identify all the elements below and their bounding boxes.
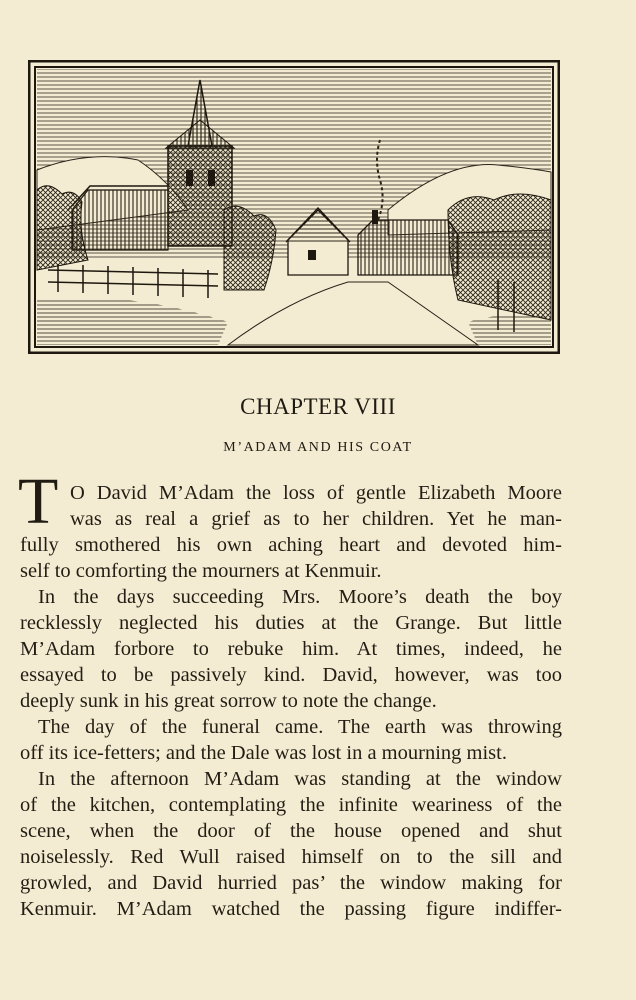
text-line: The day of the funeral came. The earth was throwing xyxy=(38,716,562,738)
text-line: off its ice-fetters; and the Dale was lost in a mourning mist. xyxy=(20,742,507,764)
text-line: noiselessly. Red Wull raised himself on to the sill and xyxy=(20,846,562,868)
text-line: In the days succeeding Mrs. Moore’s death the boy xyxy=(38,586,562,608)
text-line: essayed to be passively kind. David, however, was too xyxy=(20,664,562,686)
text-line: scene, when the door of the house opened and shut xyxy=(20,820,562,842)
text-line: growled, and David hurried pas’ the window making for xyxy=(20,872,562,894)
text-line: was as real a grief as to her children. Yet he man- xyxy=(70,508,562,530)
drop-cap-letter: T xyxy=(18,465,59,538)
chapter-heading: CHAPTER VIII xyxy=(240,394,396,419)
text-line: deeply sunk in his great sorrow to note the change. xyxy=(20,690,437,712)
text-line: fully smothered his own aching heart and devoted him- xyxy=(20,534,562,556)
village-church-woodcut-illustration xyxy=(28,60,560,354)
text-line: Kenmuir. M’Adam watched the passing figure indiffer- xyxy=(20,898,562,920)
text-line: recklessly neglected his duties at the Grange. But little xyxy=(20,612,562,634)
text-line: O David M’Adam the loss of gentle Elizabeth Moore xyxy=(70,482,562,504)
text-line: of the kitchen, contemplating the infinite weariness of the xyxy=(20,794,562,816)
text-line: In the afternoon M’Adam was standing at the window xyxy=(38,768,562,790)
text-line: M’Adam forbore to rebuke him. At times, indeed, he xyxy=(20,638,562,660)
text-line: self to comforting the mourners at Kenmuir. xyxy=(20,560,382,582)
chapter-subtitle: M’ADAM AND HIS COAT xyxy=(223,440,413,455)
